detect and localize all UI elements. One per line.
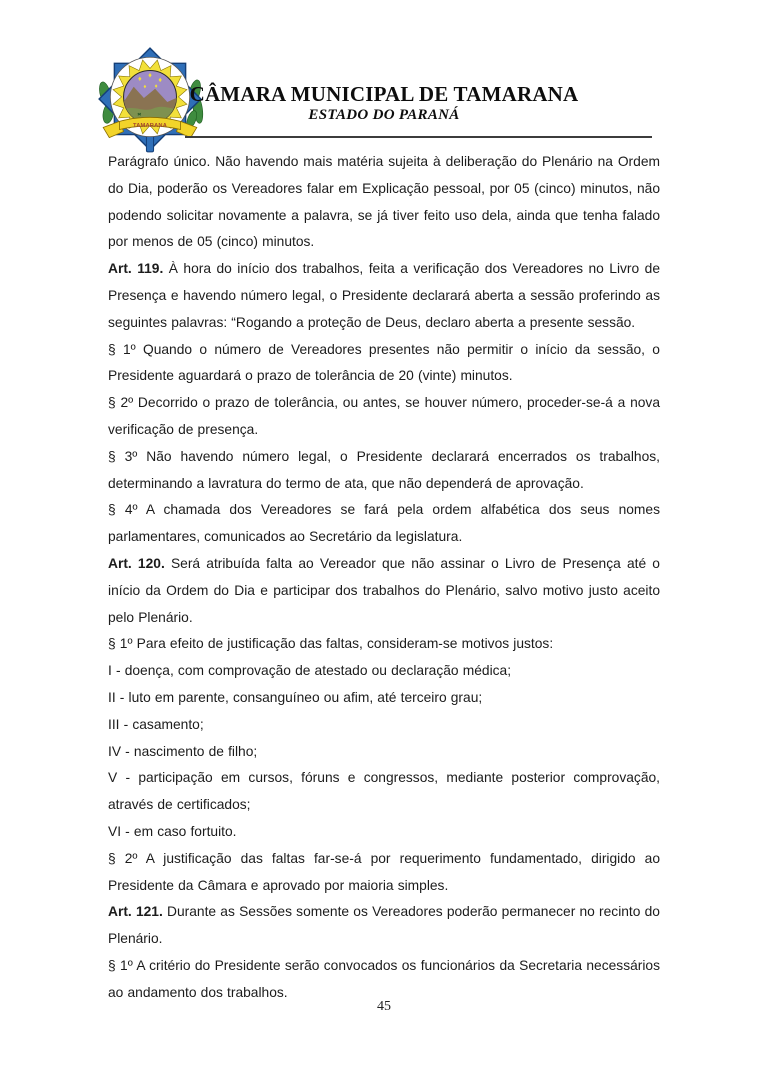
paragraph-8: § 1º Para efeito de justificação das faltas, consideram-se motivos justos:	[108, 636, 554, 652]
paragraph-17: § 1º A critério do Presidente serão convocados os funcionários da Secretaria necessários ao andamento dos trabalhos.	[108, 957, 660, 1000]
paragraph-7: Art. 120. Será atribuída falta ao Vereador que não assinar o Livro de Presença até o início da Ordem do Dia e participar dos trabalhos do Plenário, salvo motivo justo aceito pelo Plenário.	[108, 555, 660, 625]
paragraph-11: III - casamento;	[108, 716, 204, 732]
paragraph-3: § 1º Quando o número de Vereadores presentes não permitir o início da sessão, o Presidente aguardará o prazo de tolerância de 20 (vinte) minutos.	[108, 341, 660, 384]
paragraph-6: § 4º A chamada dos Vereadores se fará pela ordem alfabética dos seus nomes parlamentares, comunicados ao Secretário da legislatura.	[108, 502, 660, 545]
paragraph-14: VI - em caso fortuito.	[108, 823, 237, 839]
header-rule	[185, 136, 652, 138]
header-title: CÂMARA MUNICIPAL DE TAMARANA	[189, 82, 579, 106]
paragraph-1: Parágrafo único. Não havendo mais matéria sujeita à deliberação do Plenário na Ordem do Dia, poderão os Vereadores falar em Explicação pessoal, por 05 (cinco) minutos, não podendo solicitar novamente a palavra, se já tiver feito uso dela, ainda que tenha falado por menos de 05 (cinco) minutos.	[108, 154, 660, 250]
paragraph-4: § 2º Decorrido o prazo de tolerância, ou antes, se houver número, proceder-se-á a nova verificação de presença.	[108, 395, 660, 437]
article-label: Art. 121.	[108, 904, 168, 920]
article-label: Art. 120.	[108, 555, 171, 571]
page-number: 45	[377, 999, 391, 1014]
paragraph-13: V - participação em cursos, fóruns e congressos, mediante posterior comprovação, através de certificados;	[108, 770, 660, 813]
paragraph-9: I - doença, com comprovação de atestado ou declaração médica;	[108, 663, 512, 679]
paragraph-15: § 2º A justificação das faltas far-se-á por requerimento fundamentado, dirigido ao Presidente da Câmara e aprovado por maioria simples.	[108, 850, 660, 893]
header-subtitle: ESTADO DO PARANÁ	[308, 107, 460, 123]
paragraph-2: Art. 119. À hora do início dos trabalhos, feita a verificação dos Vereadores no Livro de Presença e havendo número legal, o Presidente declarará aberta a sessão proferindo as seguintes palavras: “Rogando a proteção de Deus, declaro aberta a presente sessão.	[108, 261, 660, 330]
paragraph-5: § 3º Não havendo número legal, o Presidente declarará encerrados os trabalhos, determinando a lavratura do termo de ata, que não dependerá de aprovação.	[108, 448, 660, 491]
paragraph-16: Art. 121. Durante as Sessões somente os Vereadores poderão permanecer no recinto do Plenário.	[108, 904, 660, 947]
document-body	[108, 149, 660, 1007]
paragraph-10: II - luto em parente, consanguíneo ou afim, até terceiro grau;	[108, 689, 483, 705]
article-label: Art. 119.	[108, 261, 169, 277]
paragraph-12: IV - nascimento de filho;	[108, 743, 258, 759]
ribbon-text: TAMARANA	[132, 122, 168, 129]
